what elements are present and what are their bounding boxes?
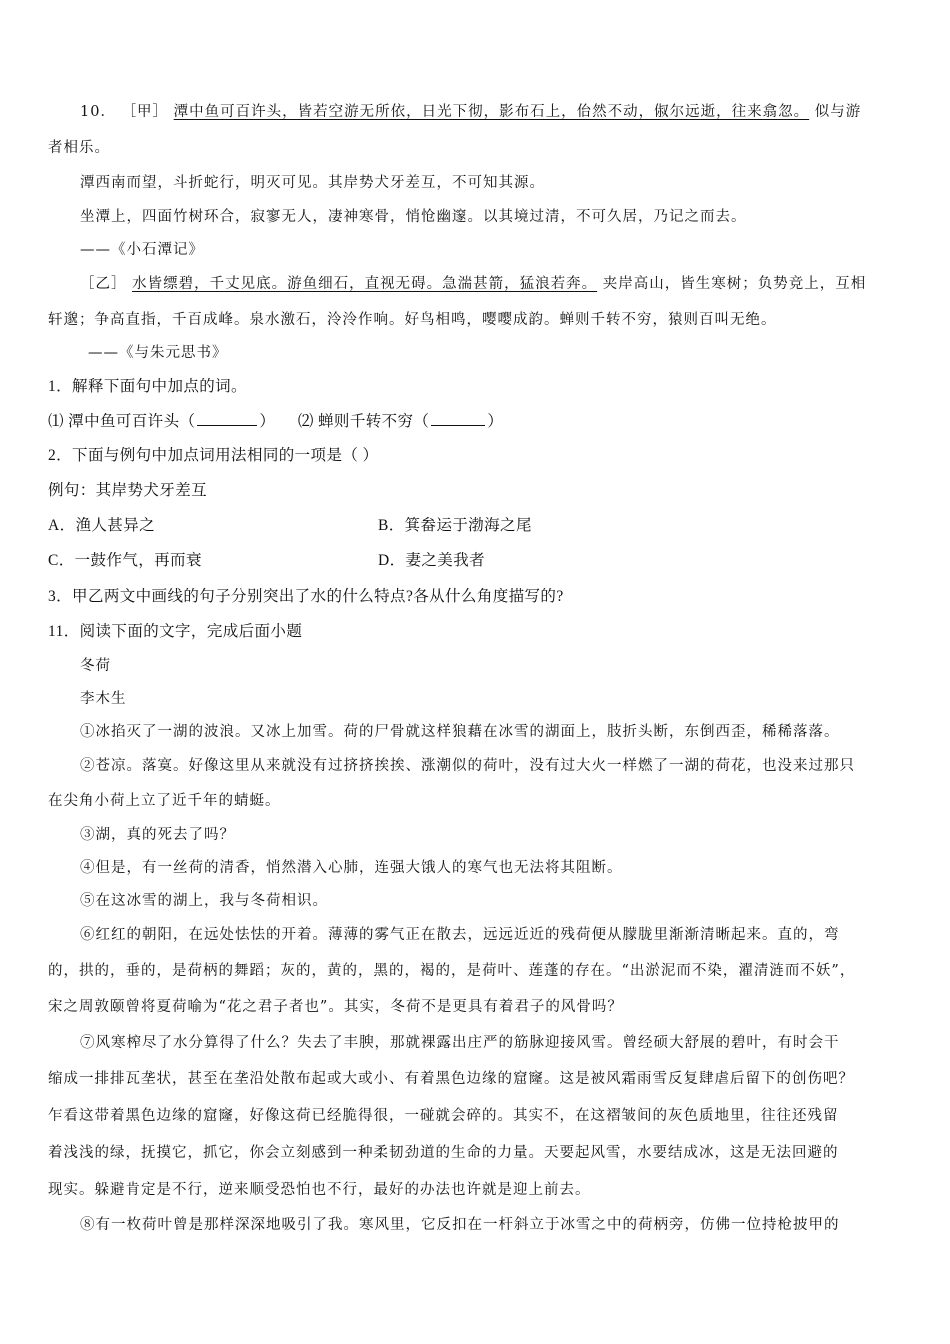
yi-line-1 [80,274,866,294]
paragraph-2-line-2: 在尖角小荷上立了近千年的蜻蜓。 [48,793,281,809]
sub1-item-b-end: ） [487,413,504,430]
paragraph-7-line-2: 缩成一排排瓦垄状，甚至在垄沿处散布起或大或小、有着黑色边缘的窟窿。这是被风霜雨雪反复肆虐后留下的创伤吧？ [48,1071,854,1087]
paragraph-4: ④但是，有一丝荷的清香，悄然潜入心肺，连强大饿人的寒气也无法将其阻断。 [80,860,623,876]
paragraph-8-line-1: ⑧有一枚荷叶曾是那样深深地吸引了我。寒风里，它反扣在一杆斜立于冰雪之中的荷柄旁，仿佛一位持枪披甲的 [80,1217,840,1233]
paragraph-5: ⑤在这冰雪的湖上，我与冬荷相识。 [80,893,328,909]
yi-source: ——《与朱元思书》 [88,345,228,361]
article-author: 李木生 [80,691,127,707]
paragraph-6-line-3: 宋之周敦颐曾将夏荷喻为“花之君子者也”。其实，冬荷不是更具有着君子的风骨吗？ [48,999,623,1015]
sub-question-1-items [48,411,503,432]
option-b[interactable]: B．箕畚运于渤海之尾 [378,517,532,534]
article-title: 冬荷 [80,658,111,674]
jia-paragraph-3: 坐潭上，四面竹树环合，寂寥无人，凄神寒骨，悄怆幽邃。以其境过清，不可久居，乃记之而去。 [80,209,747,225]
sub-question-2: 2．下面与例句中加点词用法相同的一项是（ ） [48,447,379,464]
sub1-item-a: ⑴ 潭中鱼可百许头（ [48,413,196,430]
sub-question-2-example: 例句：其岸势犬牙差互 [48,482,208,499]
answer-blank-b[interactable] [431,411,485,426]
sub-question-3: 3．甲乙两文中画线的句子分别突出了水的什么特点?各从什么角度描写的? [48,588,564,605]
paragraph-6-line-2: 的，拱的，垂的，是荷柄的舞蹈；灰的，黄的，黑的，褐的，是荷叶、莲蓬的存在。“出淤泥而不染，濯清涟而不妖”， [48,963,856,979]
option-c[interactable]: C．一鼓作气，再而衰 [48,552,202,569]
yi-text: 夹岸高山，皆生寒树；负势竞上，互相 [602,276,867,292]
paragraph-7-line-5: 现实。躲避肯定是不行，逆来顺受恐怕也不行，最好的办法也许就是迎上前去。 [48,1182,591,1198]
option-d[interactable]: D．妻之美我者 [378,552,485,569]
sub1-item-b: ⑵ 蝉则千转不穷（ [297,413,430,430]
paragraph-6-line-1: ⑥红红的朝阳，在远处怯怯的开着。薄薄的雾气正在散去，远远近近的残荷便从朦胧里渐渐清晰起来。直的，弯 [80,927,840,943]
paragraph-3: ③湖，真的死去了吗？ [80,827,235,843]
jia-label: ［甲］ [121,104,169,120]
option-a[interactable]: A．渔人甚异之 [48,517,155,534]
yi-line-2: 轩邈；争高直指，千百成峰。泉水激石，泠泠作响。好鸟相鸣，嘤嘤成韵。蝉则千转不穷，猿则百叫无绝。 [48,312,777,328]
jia-paragraph-2: 潭西南而望，斗折蛇行，明灭可见。其岸势犬牙差互，不可知其源。 [80,175,545,191]
q10-line-1 [80,102,861,122]
q10-line-2: 者相乐。 [48,140,110,156]
paragraph-7-line-1: ⑦风寒榨尽了水分算得了什么？失去了丰腴，那就裸露出庄严的筋脉迎接风雪。曾经硕大舒展的碧叶，有时会干 [80,1035,840,1051]
jia-source: ——《小石潭记》 [80,242,204,258]
sub1-item-a-end: ） [259,413,276,430]
question-11-heading: 11．阅读下面的文字，完成后面小题 [48,623,303,640]
question-number: 10． [80,104,116,120]
paragraph-7-line-4: 着浅浅的绿，抚摸它，抓它，你会立刻感到一种柔韧劲道的生命的力量。天要起风雪，水要结成冰，这是无法回避的 [48,1145,839,1161]
yi-underlined-sentence: 水皆缥碧，千丈见底。游鱼细石，直视无碍。急湍甚箭，猛浪若奔。 [132,276,598,292]
paragraph-7-line-3: 乍看这带着黑色边缘的窟窿，好像这荷已经脆得很，一碰就会碎的。其实不，在这褶皱间的灰色质地里，往往还残留 [48,1108,839,1124]
sub-question-1: 1．解释下面句中加点的词。 [48,378,247,395]
paragraph-2-line-1: ②苍凉。落寞。好像这里从来就没有过挤挤挨挨、涨潮似的荷叶，没有过大火一样燃了一湖的荷花，也没来过那只 [80,758,855,774]
jia-underlined-sentence: 潭中鱼可百许头，皆若空游无所依，日光下彻，影布石上，佁然不动，俶尔远逝，往来翕忽。 [173,104,810,120]
jia-text: 似与游 [814,104,862,120]
paragraph-1: ①冰掐灭了一湖的波浪。又冰上加雪。荷的尸骨就这样狼藉在冰雪的湖面上，肢折头断，东倒西歪，稀稀落落。 [80,724,840,740]
yi-label: ［乙］ [80,276,127,292]
answer-blank-a[interactable] [197,411,257,426]
